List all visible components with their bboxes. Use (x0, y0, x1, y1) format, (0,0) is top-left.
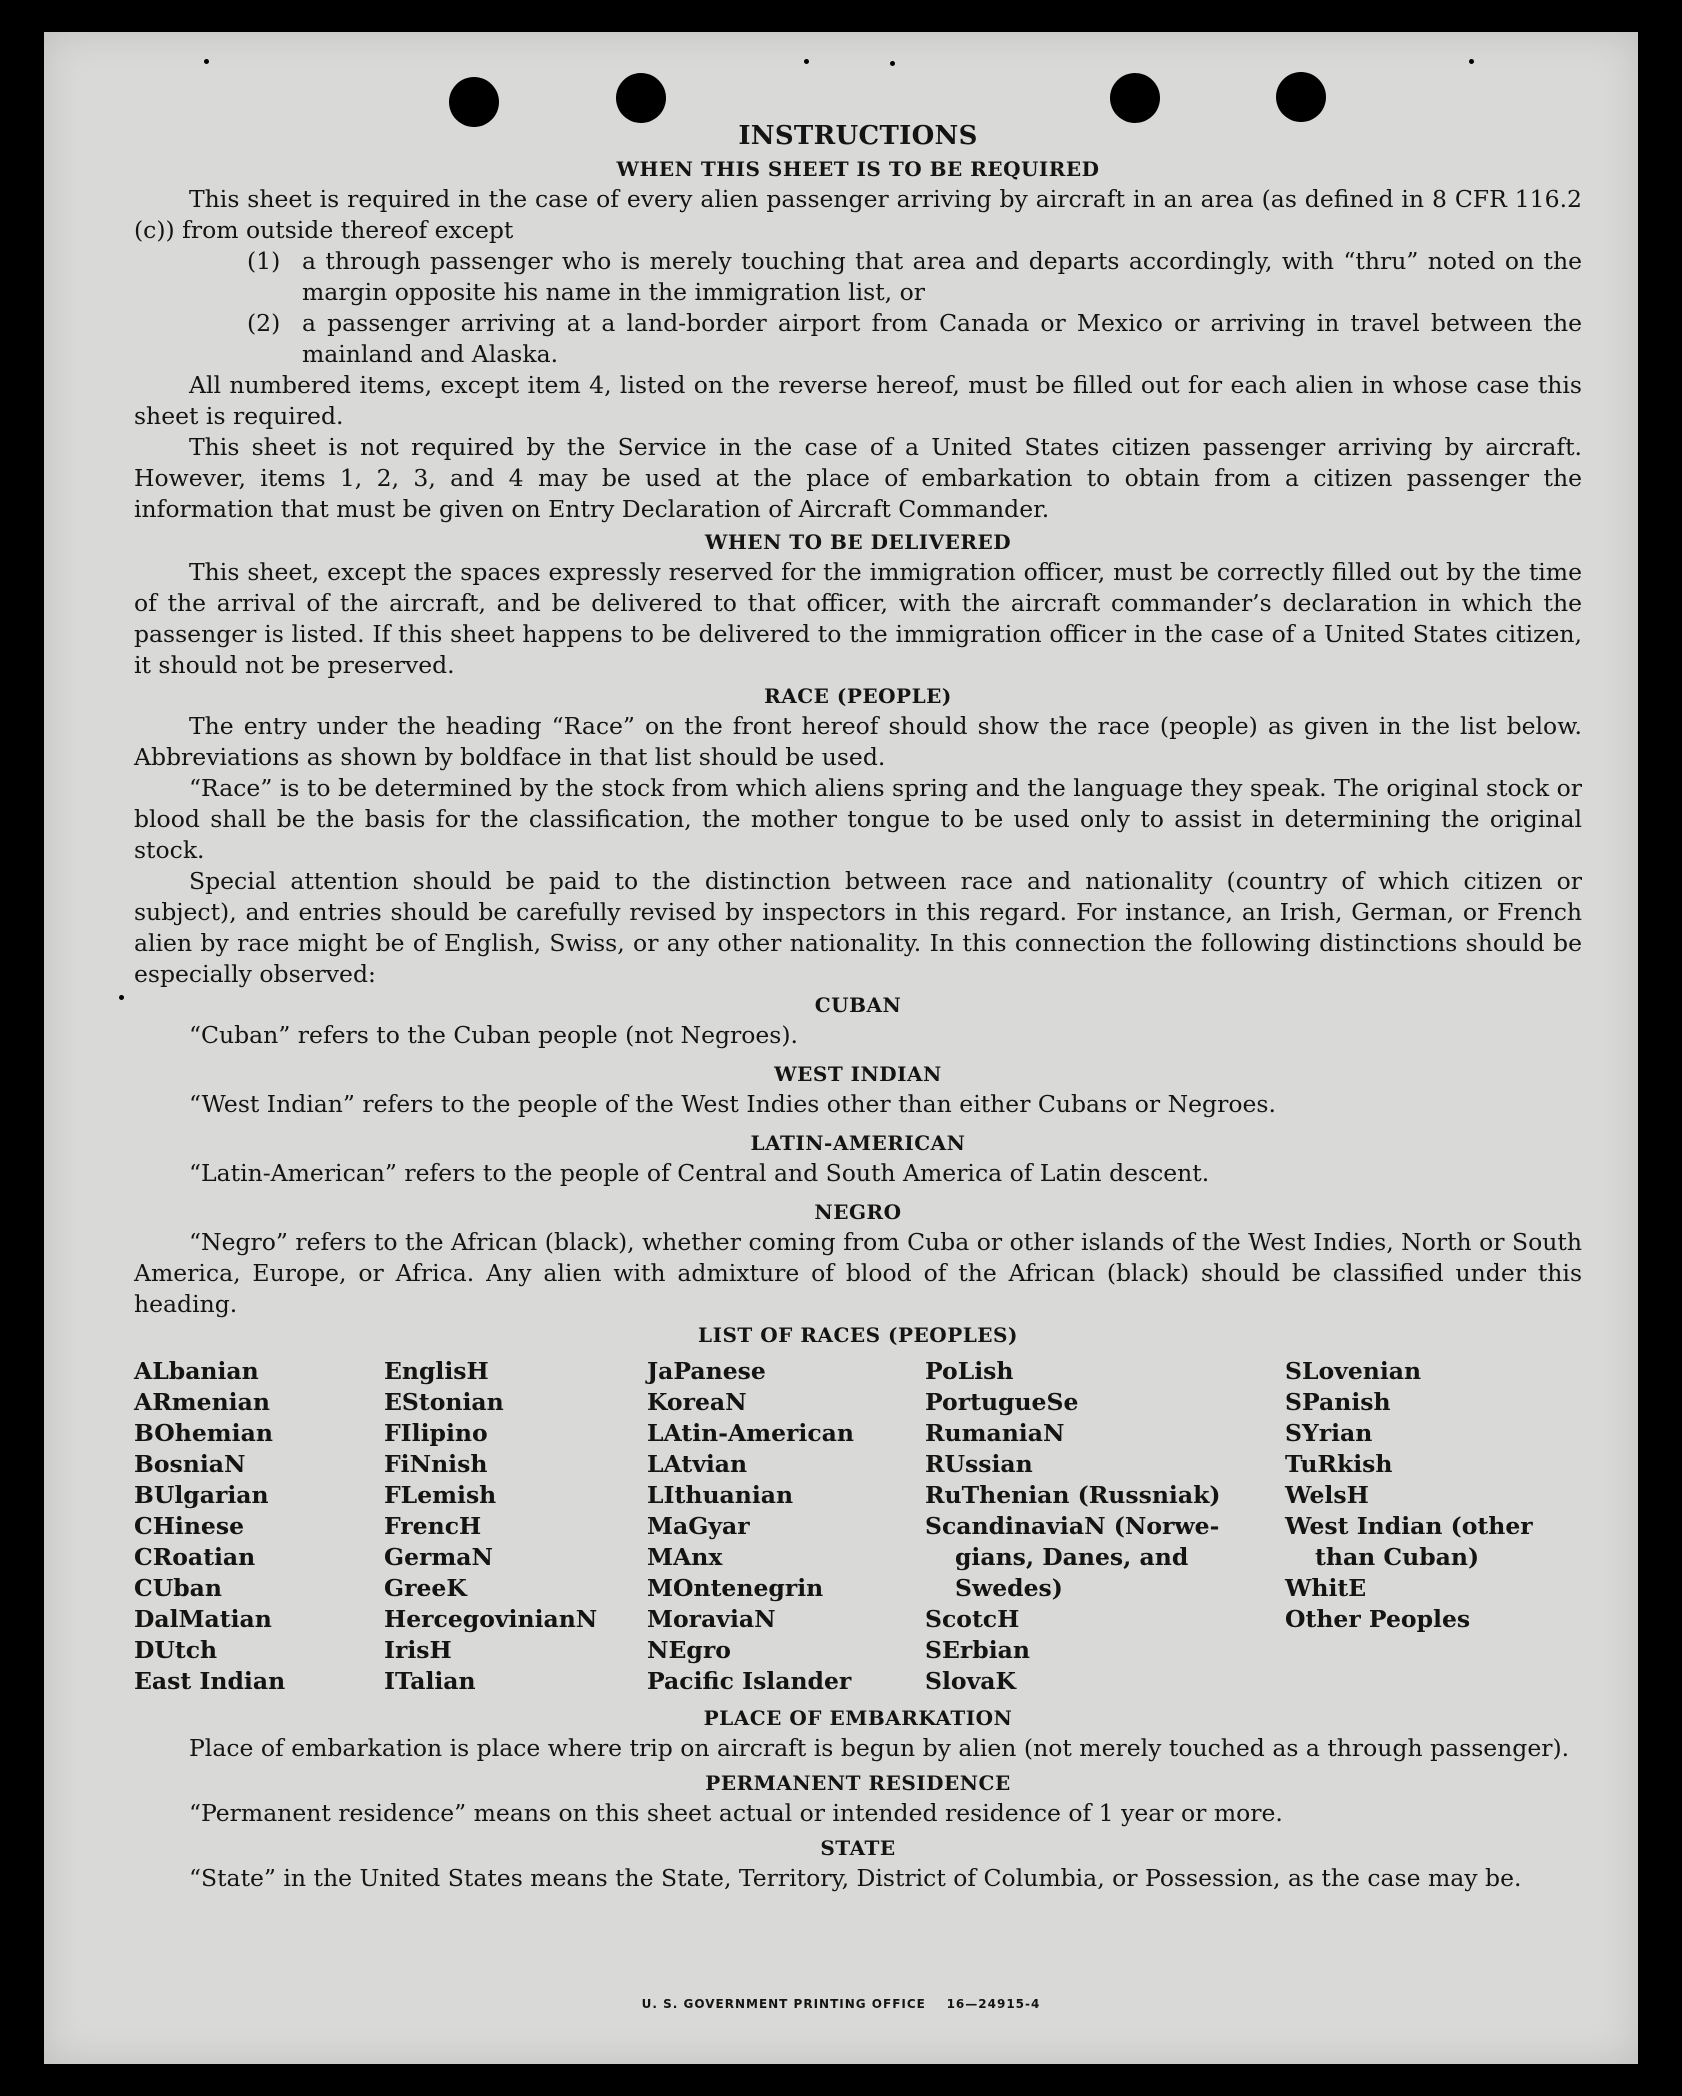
race-entry: DalMatian (134, 1605, 272, 1633)
required-intro: This sheet is required in the case of every alien passenger arriving by aircraft in an area (as defined in 8 CFR 116.2 (c)) from outside thereof except (134, 185, 1582, 244)
section-heading-state: STATE (820, 1836, 896, 1860)
race-entry: WelsH (1285, 1481, 1369, 1509)
race-entry: LAtvian (647, 1450, 748, 1478)
punch-mark (1469, 59, 1474, 64)
race-entry: FrencH (384, 1512, 482, 1540)
race-entry: ARmenian (134, 1388, 270, 1416)
races-column (647, 1356, 925, 1697)
race-entry: MoraviaN (647, 1605, 776, 1633)
race-entry: HercegovinianN (384, 1605, 598, 1633)
required-paragraph: This sheet is not required by the Service in the case of a United States citizen passenger arriving by aircraft. However, items 1, 2, 3, and 4 may be used at the place of embarkation to obtain from a citizen passenger the information that must be given on Entry Declaration of Aircraft Commander. (134, 433, 1582, 523)
races-column (384, 1356, 647, 1697)
race-entry: BOhemian (134, 1419, 273, 1447)
printer-footer: U. S. GOVERNMENT PRINTING OFFICE 16—24915-4 (641, 1997, 1041, 2011)
negro-text: “Negro” refers to the African (black), whether coming from Cuba or other islands of the West Indies, North or South America, Europe, or Africa. Any alien with admixture of blood of the African (black) should be classified under this heading. (134, 1228, 1582, 1318)
punch-mark (890, 61, 895, 66)
race-entry: RumaniaN (925, 1419, 1065, 1447)
section-heading-delivered: WHEN TO BE DELIVERED (704, 530, 1012, 554)
race-entry: CUban (134, 1574, 222, 1602)
race-entry: PortugueSe (925, 1388, 1079, 1416)
race-entry: West Indian (other (1285, 1512, 1533, 1540)
race-entry: RuThenian (Russniak) (925, 1481, 1221, 1509)
race-entry: FIlipino (384, 1419, 488, 1447)
race-entry: TuRkish (1285, 1450, 1393, 1478)
delivered-text: This sheet, except the spaces expressly reserved for the immigration officer, must be correctly filled out by the time of the arrival of the aircraft, and be delivered to that officer, with the aircraft commander’s declaration in which the passenger is listed. If this sheet happens to be delivered to the immigration officer in the case of a United States citizen, it should not be preserved. (134, 558, 1582, 679)
race-entry: SLovenian (1285, 1357, 1422, 1385)
races-list (134, 1356, 1582, 1697)
race-entry: BosniaN (134, 1450, 246, 1478)
latin-american-text: “Latin-American” refers to the people of Central and South America of Latin descent. (189, 1159, 1210, 1187)
residence-text: “Permanent residence” means on this sheet actual or intended residence of 1 year or more. (189, 1799, 1283, 1827)
race-entry: RUssian (925, 1450, 1033, 1478)
section-heading-negro: NEGRO (814, 1200, 902, 1224)
race-entry: GermaN (384, 1543, 493, 1571)
race-entry: Swedes) (955, 1574, 1063, 1602)
punch-hole (1110, 73, 1160, 123)
punch-mark (204, 59, 209, 64)
race-entry: FiNnish (384, 1450, 488, 1478)
race-entry: ITalian (384, 1667, 476, 1695)
race-entry: CHinese (134, 1512, 245, 1540)
section-heading-embarkation: PLACE OF EMBARKATION (703, 1706, 1013, 1730)
race-entry: SPanish (1285, 1388, 1391, 1416)
exception-item: (2) a passenger arriving at a land-border airport from Canada or Mexico or arriving in travel between the mainland and Alaska. (247, 309, 1582, 368)
races-column (134, 1356, 384, 1697)
race-entry: than Cuban) (1315, 1543, 1480, 1571)
required-paragraph: All numbered items, except item 4, listed on the reverse hereof, must be filled out for each alien in whose case this sheet is required. (134, 371, 1582, 430)
cuban-text: “Cuban” refers to the Cuban people (not Negroes). (189, 1021, 799, 1049)
race-entry: East Indian (134, 1667, 286, 1695)
race-entry: NEgro (647, 1636, 731, 1664)
section-heading-race: RACE (PEOPLE) (764, 684, 952, 708)
race-entry: WhitE (1285, 1574, 1367, 1602)
punch-hole (616, 73, 666, 123)
race-paragraph: “Race” is to be determined by the stock from which aliens spring and the language they speak. The original stock or blood shall be the basis for the classification, the mother tongue to be used only to assist in determining the original stock. (134, 774, 1582, 864)
state-text: “State” in the United States means the State, Territory, District of Columbia, or Possession, as the case may be. (189, 1864, 1522, 1892)
race-entry: LIthuanian (647, 1481, 794, 1509)
section-heading-races-list: LIST OF RACES (PEOPLES) (698, 1323, 1018, 1347)
section-heading-cuban: CUBAN (814, 993, 902, 1017)
document-sheet (44, 32, 1638, 2064)
page-title: INSTRUCTIONS (738, 121, 978, 151)
race-entry: EStonian (384, 1388, 504, 1416)
race-entry: DUtch (134, 1636, 218, 1664)
race-entry: ALbanian (134, 1357, 259, 1385)
race-entry: MAnx (647, 1543, 723, 1571)
race-entry: MOntenegrin (647, 1574, 824, 1602)
instructions-content (134, 118, 1582, 1894)
race-entry: EnglisH (384, 1357, 489, 1385)
race-entry: Pacific Islander (647, 1667, 852, 1695)
race-entry: gians, Danes, and (955, 1543, 1189, 1571)
embarkation-text: Place of embarkation is place where trip on aircraft is begun by alien (not merely touched as a through passenger). (189, 1734, 1570, 1762)
race-entry: GreeK (384, 1574, 467, 1602)
section-heading-residence: PERMANENT RESIDENCE (705, 1771, 1011, 1795)
race-paragraph: The entry under the heading “Race” on the front hereof should show the race (people) as given in the list below. Abbreviations as shown by boldface in that list should be used. (134, 712, 1582, 771)
race-entry: FLemish (384, 1481, 497, 1509)
race-entry: ScotcH (925, 1605, 1020, 1633)
punch-mark (804, 59, 809, 64)
race-entry: MaGyar (647, 1512, 750, 1540)
race-entry: SYrian (1285, 1419, 1373, 1447)
west-indian-text: “West Indian” refers to the people of the West Indies other than either Cubans or Negroes. (189, 1090, 1276, 1118)
race-entry: CRoatian (134, 1543, 256, 1571)
punch-mark (119, 995, 124, 1000)
race-entry: LAtin-American (647, 1419, 854, 1447)
section-heading-latin-american: LATIN-AMERICAN (750, 1131, 966, 1155)
race-entry: ScandinaviaN (Norwe- (925, 1512, 1220, 1540)
races-column (1285, 1356, 1565, 1697)
race-entry: SlovaK (925, 1667, 1016, 1695)
race-entry: Other Peoples (1285, 1605, 1471, 1633)
race-entry: BUlgarian (134, 1481, 269, 1509)
section-heading-west-indian: WEST INDIAN (774, 1062, 942, 1086)
race-entry: PoLish (925, 1357, 1014, 1385)
race-entry: JaPanese (647, 1357, 766, 1385)
race-paragraph: Special attention should be paid to the distinction between race and nationality (country of which citizen or subject), and entries should be carefully revised by inspectors in this regard. For instance, an Irish, German, or French alien by race might be of English, Swiss, or any other nationality. In this connection the following distinctions should be especially observed: (134, 867, 1582, 988)
punch-hole (1276, 72, 1326, 122)
races-column (925, 1356, 1285, 1697)
race-entry: KoreaN (647, 1388, 747, 1416)
section-heading-when-required: WHEN THIS SHEET IS TO BE REQUIRED (616, 157, 1100, 181)
race-entry: SErbian (925, 1636, 1030, 1664)
exception-item: (1) a through passenger who is merely touching that area and departs accordingly, with “thru” noted on the margin opposite his name in the immigration list, or (247, 247, 1582, 306)
race-entry: IrisH (384, 1636, 452, 1664)
